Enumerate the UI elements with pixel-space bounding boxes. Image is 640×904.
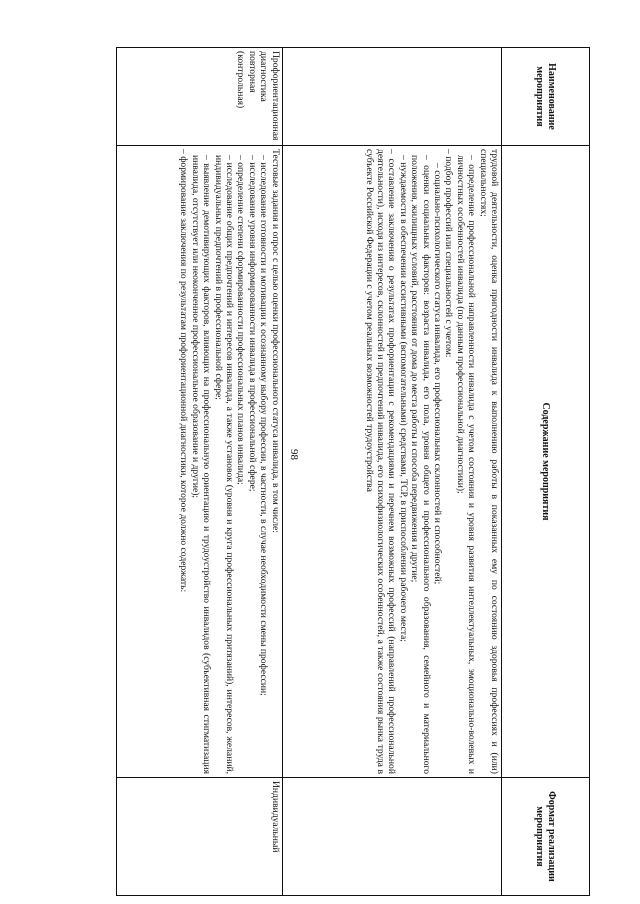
table-header-row [502, 48, 590, 896]
row-name-cell [282, 48, 501, 146]
header-name: Наименование мероприятия [502, 48, 590, 146]
content-paragraph: – нуждаемости в обеспечении ассистивными (вспомогательными) средствами, ТСР, в приспособлении рабочего места; [397, 155, 409, 642]
row-content-cell [117, 146, 283, 778]
row-content-cell [282, 146, 501, 778]
content-paragraph: Тестовые задания и опрос с целью оценки профессионального статуса инвалида, в том числе: [269, 149, 281, 533]
row-name-cell: Профориентационная диагностика повторная (контрольная) [117, 48, 283, 146]
table-row [117, 48, 283, 896]
content-paragraph: – определение профессиональной направленности инвалида с учетом состояния и уровня развития интеллектуальных, эмоционально-волевых и личностных особенностей инвалида (по данным профессиональной диагностики); [454, 155, 478, 774]
header-format: Формат реализации мероприятия [502, 778, 590, 896]
row-format-cell: Индивидуальный [117, 778, 283, 896]
content-paragraph: – исследование готовности и мотивации к осознанному выбору профессии, в частности, в случае необходимости смены профессии; [258, 155, 270, 696]
content-paragraph: – исследование общих предпочтений и интересов инвалида, а также установок (уровня и круга профессиональных притязаний), интересов, желаний, индивидуальных предпочтений в профессиональной сфере; [212, 155, 236, 774]
content-paragraph: – формирование заключения по результатам профориентационной диагностики, которое должно содержать: [178, 149, 190, 593]
content-paragraph: – социально-психологического статуса инвалида, его профессиональных склонностей и способностей; [431, 163, 443, 585]
content-paragraph: – определение степени сформированности профессиональных планов инвалида; [235, 155, 247, 485]
rotated-page [116, 47, 590, 895]
content-paragraph: – составление заключения о результатах профориентации с рекомендациями и перечнем возможных профессий (направлений профессиональной деятельности), исходя из интересов, склонностей и предпочтений инвалида, его психофизиологических особенностей, а также состояния рынка труда в субъекте Российской Федерации с учетом реальных возможностей трудоустройства [363, 149, 398, 774]
activities-table [116, 47, 590, 896]
content-paragraph: – выявление демотивирующих факторов, влияющих на профессиональную ориентацию и трудоустройство инвалидов (субъективная стигматизация инвалида, отсутствует или неоконченное профессиональное образование и другие); [189, 155, 213, 774]
content-paragraph: – оценки социальных факторов: возраста инвалида, его пола, уровня общего и профессионального образования, семейного и материального положения, жилищных условий, расстояния от дома до места работы и способа передвижения и другие; [409, 155, 432, 774]
header-content: Содержание мероприятия [502, 146, 590, 778]
content-paragraph: трудовой деятельности, оценка пригодности инвалида к выполнению работы в показанных ему по состоянию здоровья профессиях и (или) специальностях; [477, 149, 500, 774]
row-format-cell [282, 778, 501, 896]
table-row [282, 48, 501, 896]
page-number: 98 [288, 449, 300, 460]
content-paragraph: – исследование уровня информированности инвалида в профессиональной сфере; [246, 155, 258, 492]
content-paragraph: – подбор профессий или специальностей с учетом: [443, 149, 455, 358]
